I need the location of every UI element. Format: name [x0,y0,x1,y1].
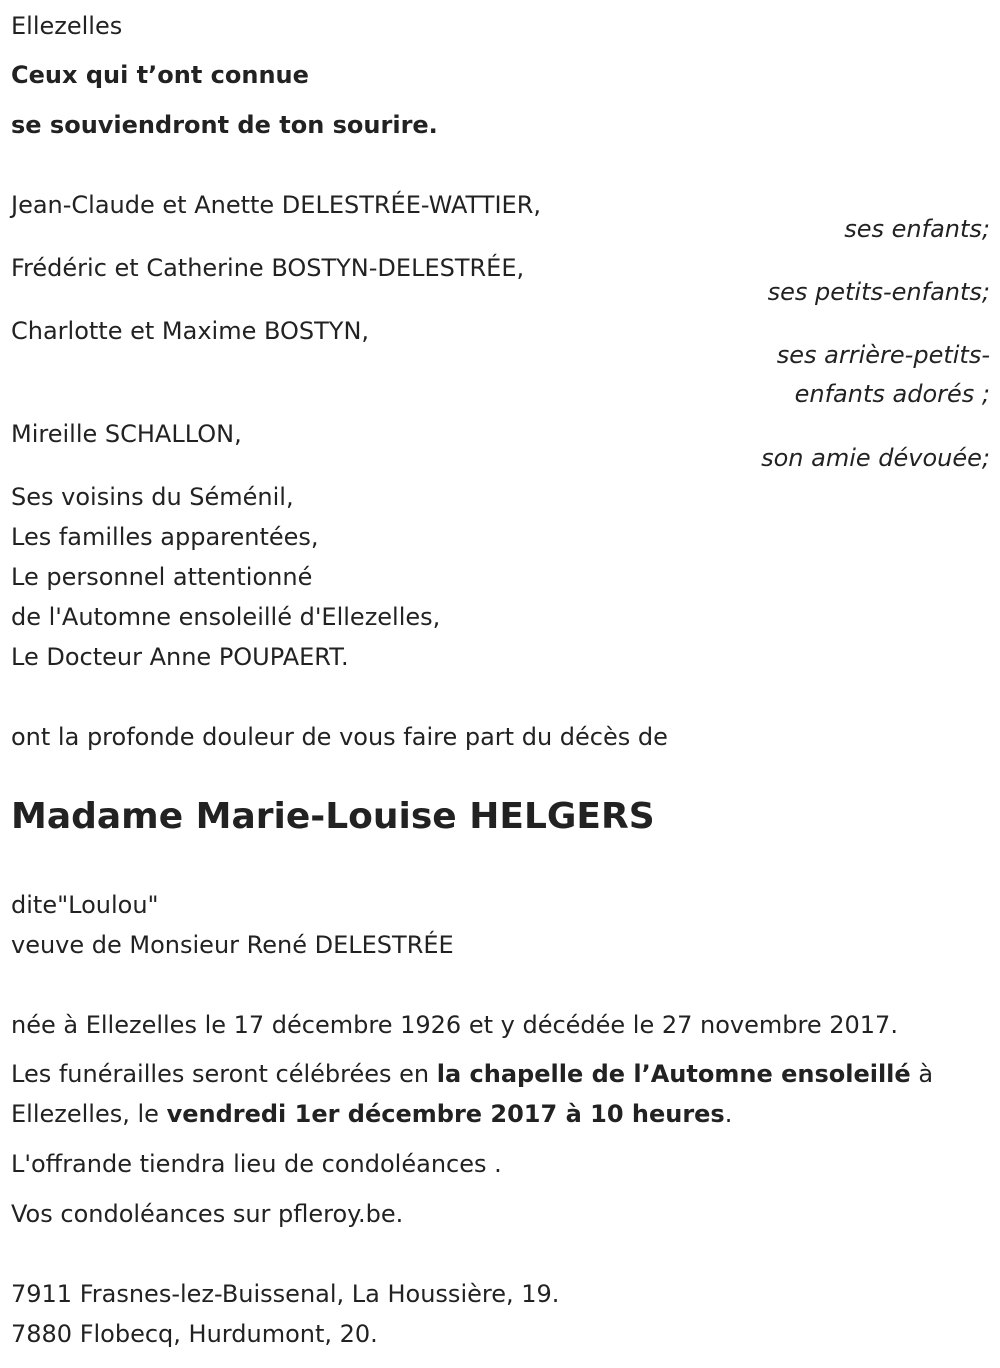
role-children: ses enfants; [844,215,990,243]
family-names-children: Jean-Claude et Anette DELESTRÉE-WATTIER, [11,191,541,219]
deceased-name: Madame Marie-Louise HELGERS [11,796,655,837]
role-grandchildren: ses petits-enfants; [767,278,990,306]
funeral-middle: à Ellezelles, le [11,1060,934,1128]
role-great-grandchildren-line-2: enfants adorés ; [794,380,990,408]
family-names-great-grandchildren: Charlotte et Maxime BOSTYN, [11,317,370,345]
address-line-1: 7911 Frasnes-lez-Buissenal, La Houssière, 19. [11,1280,560,1308]
funeral-suffix: . [724,1100,733,1128]
address-line-2: 7880 Flobecq, Hurdumont, 20. [11,1320,378,1348]
birth-death-dates: née à Ellezelles le 17 décembre 1926 et y décédée le 27 novembre 2017. [11,1011,898,1039]
others-line-2: Les familles apparentées, [11,523,319,551]
funeral-date: vendredi 1er décembre 2017 à 10 heures [166,1100,725,1128]
role-friend: son amie dévouée; [761,444,990,472]
funeral-prefix: Les funérailles seront célébrées en [11,1060,437,1088]
announcement: ont la profonde douleur de vous faire part du décès de [11,723,668,751]
others-line-1: Ses voisins du Séménil, [11,483,294,511]
funeral-details [11,1054,991,1134]
others-line-5: Le Docteur Anne POUPAERT. [11,643,349,671]
funeral-place: la chapelle de l’Automne ensoleillé [436,1060,911,1088]
others-line-3: Le personnel attentionné [11,563,313,591]
town-label: Ellezelles [11,12,123,40]
others-line-4: de l'Automne ensoleillé d'Ellezelles, [11,603,441,631]
offering-note: L'offrande tiendra lieu de condoléances . [11,1150,502,1178]
deceased-nickname: dite"Loulou" [11,891,159,919]
quote-line-2: se souviendront de ton sourire. [11,111,438,139]
condolences-note: Vos condoléances sur pfleroy.be. [11,1200,404,1228]
family-names-grandchildren: Frédéric et Catherine BOSTYN-DELESTRÉE, [11,254,525,282]
family-names-friend: Mireille SCHALLON, [11,420,242,448]
deceased-widow-of: veuve de Monsieur René DELESTRÉE [11,931,454,959]
quote-line-1: Ceux qui t’ont connue [11,61,309,89]
role-great-grandchildren-line-1: ses arrière-petits- [776,341,990,369]
